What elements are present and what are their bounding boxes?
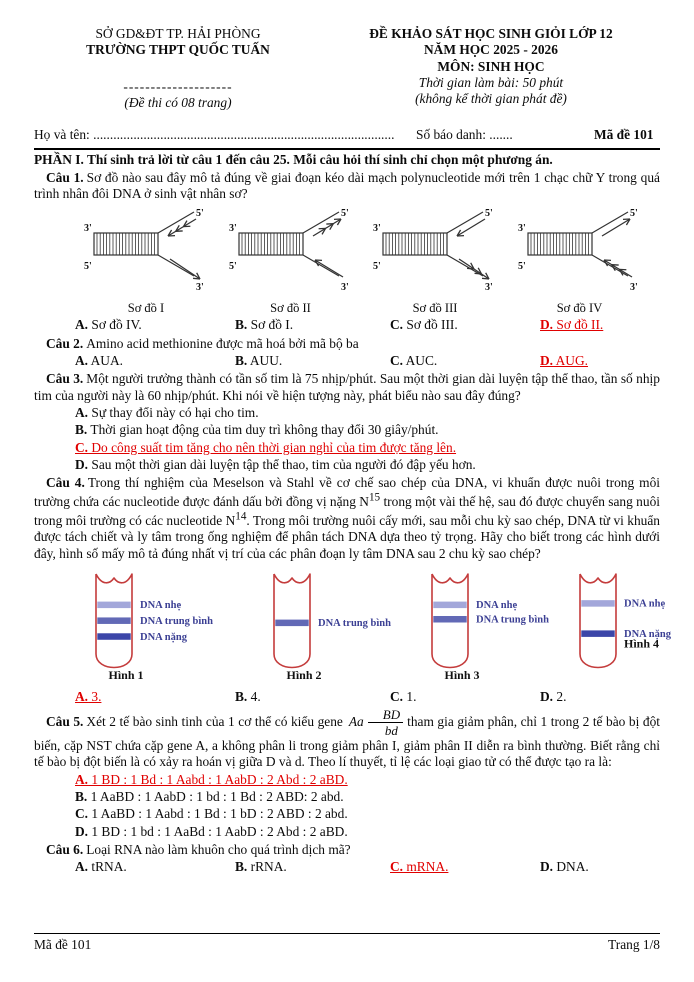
q1-option-a: A. Sơ đồ IV. bbox=[75, 317, 142, 333]
q6-options bbox=[75, 859, 660, 875]
question-6 bbox=[34, 842, 660, 858]
svg-text:5': 5' bbox=[196, 207, 204, 219]
option-key: C. bbox=[390, 317, 404, 333]
option-key: A. bbox=[75, 353, 89, 369]
q3-option-a: A. Sự thay đổi này có hại cho tim. bbox=[75, 405, 259, 421]
q5-text-before: Xét 2 tế bào sinh tinh của 1 cơ thể có kiểu gene bbox=[86, 714, 343, 729]
q6-option-b: B. rRNA. bbox=[235, 859, 287, 875]
svg-text:DNA nặng: DNA nặng bbox=[624, 628, 671, 640]
q5-gene: Aa bbox=[348, 714, 364, 729]
exam-subject: MÔN: SINH HỌC bbox=[437, 58, 545, 74]
svg-text:Hình 1: Hình 1 bbox=[108, 668, 144, 683]
q1-options bbox=[75, 317, 660, 333]
svg-text:5': 5' bbox=[373, 260, 381, 272]
svg-text:3': 3' bbox=[228, 222, 237, 234]
q2-option-d: D. AUG. bbox=[540, 353, 588, 369]
q5-option-a: A. 1 BD : 1 Bd : 1 Aabd : 1 AabD : 2 Abd : 2 aBD. bbox=[75, 771, 348, 787]
q4-figure-row bbox=[86, 568, 671, 688]
dna-band-heavy bbox=[97, 633, 130, 640]
q4-text: Trong thí nghiệm của Meselson và Stahl về cơ chế sao chép của DNA, vi khuẩn được nuôi trong môi trường chứa các nucleotide được đánh dấu bởi đồng vị nặng $N^{15}$ trong một vài thế hệ, sau đó được chuyển sang nuôi trong môi trường có các nucleotide $N^{14}$. Trong môi trường nuôi cấy mới, sau mỗi chu kỳ sao chép, DNA từ vi khuẩn được tách chiết và ly tâm trong ống nghiệm để phân tách DNA dựa theo tỷ trọng. Hãy cho biết trong các hình dưới đây, hình số mấy mô tả đúng nhất vị trí của các phân đoạn ly tâm DNA sau 2 chu kỳ sao chép? bbox=[34, 475, 660, 561]
option-key: B. bbox=[235, 317, 248, 333]
footer-page-number: Trang 1/8 bbox=[608, 937, 660, 952]
q2-label: Câu 2. bbox=[46, 335, 84, 351]
q1-scheme-2 bbox=[227, 207, 372, 317]
svg-text:DNA nhẹ: DNA nhẹ bbox=[476, 600, 518, 612]
option-key: C. bbox=[390, 353, 404, 369]
q4-tube-1 bbox=[86, 568, 264, 688]
svg-text:5': 5' bbox=[629, 207, 638, 219]
svg-text:DNA trung bình: DNA trung bình bbox=[318, 618, 391, 630]
q4-tube-2 bbox=[264, 568, 422, 688]
q6-text: Loại RNA nào làm khuôn cho quá trình dịch mã? bbox=[86, 842, 351, 858]
option-key: C. bbox=[75, 439, 89, 455]
svg-text:5': 5' bbox=[340, 207, 349, 219]
header bbox=[34, 26, 660, 111]
svg-text:DNA trung bình: DNA trung bình bbox=[476, 614, 549, 626]
svg-text:3': 3' bbox=[196, 281, 204, 293]
sbd-label: Số báo danh: bbox=[416, 127, 486, 143]
exam-duration-note: (không kể thời gian phát đề) bbox=[415, 91, 567, 107]
candidate-info-row bbox=[34, 127, 660, 149]
q3-option-d: D. Sau một thời gian dài luyện tập thể thao, tim của người đó đập yếu hơn. bbox=[75, 457, 476, 473]
q1-scheme-4 bbox=[516, 207, 661, 317]
svg-text:3': 3' bbox=[485, 281, 493, 293]
option-key: A. bbox=[75, 689, 89, 705]
question-3 bbox=[34, 371, 660, 404]
option-key: D. bbox=[540, 317, 554, 333]
part1-heading: PHẦN I. Thí sinh trả lời từ câu 1 đến câu 25. Mỗi câu hỏi thí sinh chỉ chọn một phương án. bbox=[34, 151, 553, 167]
header-right bbox=[322, 26, 660, 111]
svg-text:3': 3' bbox=[84, 222, 92, 234]
q4-option-a: A. 3. bbox=[75, 689, 102, 705]
q3-option-b: B. Thời gian hoạt động của tim duy trì không thay đổi 30 giây/phút. bbox=[75, 422, 439, 438]
dna-band-light bbox=[97, 602, 130, 609]
option-key: A. bbox=[75, 771, 89, 787]
q5-option-c: C. 1 AaBD : 1 Aabd : 1 Bd : 1 bD : 2 ABD : 2 abd. bbox=[75, 806, 348, 822]
q1-option-d: D. Sơ đồ II. bbox=[540, 317, 604, 333]
isotope-superscript: 14 bbox=[235, 510, 247, 523]
q5-text-after: tham gia giảm phân, chỉ 1 trong 2 tế bào bị đột biến, cặp NST chứa cặp gene A, a không phân li trong giảm phân I, giảm phân II diễn ra bình thường. Biết rằng chỉ tế bào bị đột biến là có xảy ra hoán vị giữa D và d. Theo lí thuyết, tỉ lệ các loại giao tử có thể được tạo ra là: bbox=[34, 714, 660, 770]
dna-band-light bbox=[433, 602, 466, 609]
header-left bbox=[34, 26, 322, 111]
svg-text:DNA nhẹ: DNA nhẹ bbox=[140, 600, 182, 612]
option-key: B. bbox=[235, 353, 248, 369]
option-key: A. bbox=[75, 405, 89, 421]
svg-text:DNA nặng: DNA nặng bbox=[140, 631, 187, 643]
svg-text:3': 3' bbox=[517, 222, 526, 234]
q5-fraction bbox=[368, 708, 403, 738]
q4-tube-3 bbox=[422, 568, 570, 688]
department-name: SỞ GD&ĐT TP. HẢI PHÒNG bbox=[95, 26, 261, 41]
q1-scheme-caption: Sơ đồ II bbox=[270, 301, 311, 316]
q2-option-b: B. AUU. bbox=[235, 353, 283, 369]
option-key: D. bbox=[540, 689, 554, 705]
q4-tube-4 bbox=[570, 568, 694, 688]
page-footer bbox=[34, 933, 660, 953]
question-4 bbox=[34, 475, 660, 562]
replication-fork-diagram bbox=[516, 207, 656, 299]
option-key: D. bbox=[540, 353, 554, 369]
option-key: A. bbox=[75, 859, 89, 875]
svg-text:3': 3' bbox=[340, 281, 349, 293]
svg-text:5': 5' bbox=[228, 260, 237, 272]
option-key: D. bbox=[75, 823, 89, 839]
svg-text:Hình 2: Hình 2 bbox=[286, 668, 322, 683]
option-key: A. bbox=[75, 317, 89, 333]
centrifuge-tube-figure bbox=[570, 568, 694, 684]
q1-text: Sơ đồ nào sau đây mô tả đúng về giai đoạn kéo dài mạch polynucleotide mới trên 1 chạc chữ Y trong quá trình nhân đôi DNA ở sinh vật nhân sơ? bbox=[34, 170, 660, 202]
svg-text:5': 5' bbox=[84, 260, 92, 272]
q6-option-c: C. mRNA. bbox=[390, 859, 449, 875]
centrifuge-tube-figure bbox=[422, 568, 570, 684]
option-key: C. bbox=[390, 859, 404, 875]
option-key: D. bbox=[540, 859, 554, 875]
svg-text:3': 3' bbox=[629, 281, 638, 293]
name-label: Họ và tên: bbox=[34, 127, 90, 143]
question-1 bbox=[34, 170, 660, 203]
replication-fork-diagram bbox=[371, 207, 511, 299]
svg-text:DNA nhẹ: DNA nhẹ bbox=[624, 598, 666, 610]
dna-band-medium bbox=[275, 620, 308, 627]
q3-option-c: C. Do công suất tim tăng cho nên thời gian nghỉ của tim được tăng lên. bbox=[75, 439, 457, 455]
q1-scheme-caption: Sơ đồ I bbox=[127, 301, 165, 316]
option-key: B. bbox=[235, 859, 248, 875]
footer-exam-code: Mã đề 101 bbox=[34, 937, 92, 952]
replication-fork-diagram bbox=[82, 207, 222, 299]
pages-note: (Đề thi có 08 trang) bbox=[124, 95, 232, 111]
q5-fraction-numerator: BD bbox=[368, 708, 403, 724]
option-key: D. bbox=[75, 457, 89, 473]
q6-label: Câu 6. bbox=[46, 842, 84, 858]
option-key: C. bbox=[390, 689, 404, 705]
option-key: B. bbox=[75, 422, 88, 438]
replication-fork-diagram bbox=[227, 207, 367, 299]
option-key: B. bbox=[75, 789, 88, 805]
q4-option-d: D. 2. bbox=[540, 689, 567, 705]
svg-text:Hình 3: Hình 3 bbox=[444, 668, 480, 683]
exam-year: NĂM HỌC 2025 - 2026 bbox=[424, 42, 558, 58]
svg-text:5': 5' bbox=[485, 207, 493, 219]
school-name: TRƯỜNG THPT QUỐC TUẤN bbox=[86, 42, 270, 58]
q1-option-b: B. Sơ đồ I. bbox=[235, 317, 294, 333]
option-key: B. bbox=[235, 689, 248, 705]
question-5 bbox=[34, 708, 660, 771]
centrifuge-tube-figure bbox=[264, 568, 422, 684]
q5-fraction-denominator: bd bbox=[384, 723, 398, 739]
q1-option-c: C. Sơ đồ III. bbox=[390, 317, 458, 333]
exam-code: Mã đề 101 bbox=[594, 127, 654, 143]
sbd-dotted-line: ....... bbox=[489, 127, 513, 143]
q1-scheme-1 bbox=[82, 207, 227, 317]
q4-option-b: B. 4. bbox=[235, 689, 261, 705]
q3-label: Câu 3. bbox=[46, 371, 84, 387]
q2-option-a: A. AUA. bbox=[75, 353, 123, 369]
svg-text:5': 5' bbox=[517, 260, 526, 272]
isotope-superscript: 15 bbox=[368, 491, 381, 504]
centrifuge-tube-figure bbox=[86, 568, 264, 684]
q5-option-d: D. 1 BD : 1 bd : 1 AaBd : 1 AabD : 2 Abd : 2 aBD. bbox=[75, 823, 348, 839]
q4-options bbox=[75, 689, 660, 705]
question-2 bbox=[34, 336, 660, 352]
svg-text:Hình 4: Hình 4 bbox=[624, 636, 660, 651]
q2-options bbox=[75, 353, 660, 369]
svg-text:3': 3' bbox=[373, 222, 381, 234]
dna-band-medium bbox=[433, 616, 466, 623]
q2-text: Amino acid methionine được mã hoá bởi mã bộ ba bbox=[86, 335, 359, 351]
q1-scheme-caption: Sơ đồ IV bbox=[556, 301, 603, 316]
q5-option-b: B. 1 AaBD : 1 AabD : 1 bd : 1 Bd : 2 ABD: 2 abd. bbox=[75, 789, 344, 805]
option-key: C. bbox=[75, 806, 89, 822]
q6-option-d: D. DNA. bbox=[540, 859, 589, 875]
dna-band-heavy bbox=[581, 630, 614, 637]
svg-text:DNA trung bình: DNA trung bình bbox=[140, 616, 213, 628]
dna-band-medium bbox=[97, 618, 130, 625]
exam-title: ĐỀ KHẢO SÁT HỌC SINH GIỎI LỚP 12 bbox=[369, 26, 613, 41]
name-field bbox=[34, 127, 416, 143]
q5-label: Câu 5. bbox=[46, 714, 84, 729]
q4-option-c: C. 1. bbox=[390, 689, 417, 705]
q3-options bbox=[75, 405, 660, 473]
q1-scheme-caption: Sơ đồ III bbox=[412, 301, 458, 316]
separator-dashes: -------------------- bbox=[123, 78, 233, 94]
q3-text: Một người trưởng thành có tần số tim là 75 nhịp/phút. Sau một thời gian dài luyện tập thể thao, tần số nhịp tim của người này là 60 nhịp/phút. Khi nói về hiện tượng này, phát biểu nào sau đây đúng? bbox=[34, 371, 660, 403]
name-dotted-line: .......................................................................................... bbox=[93, 127, 395, 143]
sbd-field bbox=[416, 127, 594, 143]
q5-options bbox=[75, 772, 660, 840]
q1-label: Câu 1. bbox=[46, 170, 84, 186]
q1-diagram-row bbox=[82, 207, 660, 317]
q6-option-a: A. tRNA. bbox=[75, 859, 127, 875]
exam-duration: Thời gian làm bài: 50 phút bbox=[418, 75, 564, 91]
q1-scheme-3 bbox=[371, 207, 516, 317]
q2-option-c: C. AUC. bbox=[390, 353, 438, 369]
q4-label: Câu 4. bbox=[46, 475, 85, 491]
dna-band-light bbox=[581, 600, 614, 607]
